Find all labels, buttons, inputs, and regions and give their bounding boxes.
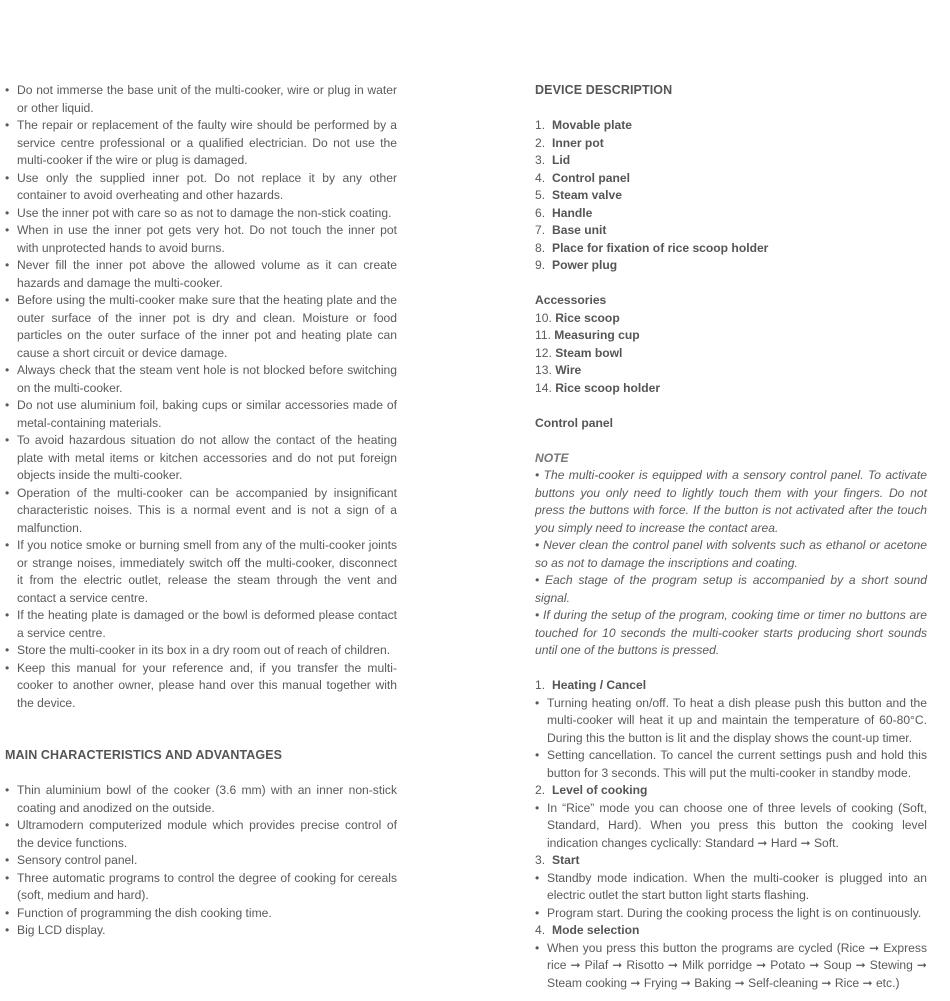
safety-item: • Never fill the inner pot above the allowed volume as it can create hazards and damage the multi-cooker.	[5, 257, 397, 292]
part-number: 2.	[535, 135, 546, 150]
accessory-number: 11.	[535, 328, 551, 342]
characteristic-item: • Thin aluminium bowl of the cooker (3.6 mm) with an inner non-stick coating and anodized on the outside.	[5, 782, 397, 817]
control-name: Level of cooking	[552, 783, 648, 797]
spacer	[535, 397, 927, 415]
part-item	[535, 135, 927, 153]
control-bullet: • Program start. During the cooking process the light is on continuously.	[535, 905, 927, 923]
accessory-item	[535, 345, 927, 363]
safety-item: • Do not immerse the base unit of the multi-cooker, wire or plug in water or other liquid.	[5, 82, 397, 117]
parts-list	[535, 117, 927, 275]
control-bullets	[535, 800, 927, 853]
part-number: 7.	[535, 223, 546, 237]
safety-item: • Do not use aluminium foil, baking cups or similar accessories made of metal-containing materials.	[5, 397, 397, 432]
safety-item: • Operation of the multi-cooker can be accompanied by insignificant characteristic noises. This is a normal event and is not a sign of a malfunction.	[5, 485, 397, 538]
accessory-name: Steam bowl	[555, 345, 623, 360]
control-bullet: • When you press this button the programs are cycled (Rice ➞ Express rice ➞ Pilaf ➞ Risotto ➞ Milk porridge ➞ Potato ➞ Soup ➞ Stewing ➞ Steam cooking ➞ Frying ➞ Baking ➞ Self-cleaning ➞ Rice ➞ etc.)	[535, 940, 927, 993]
spacer	[535, 660, 927, 678]
control-name: Start	[552, 853, 580, 867]
accessories-list	[535, 310, 927, 398]
note-paragraph: • If during the setup of the program, cooking time or timer no buttons are touched for 10 seconds the multi-cooker starts producing short sounds until one of the buttons is pressed.	[535, 608, 927, 657]
device-description-heading: DEVICE DESCRIPTION	[535, 83, 673, 97]
part-name: Place for fixation of rice scoop holder	[552, 240, 769, 255]
characteristic-item: • Ultramodern computerized module which provides precise control of the device functions.	[5, 817, 397, 852]
characteristics-heading: MAIN CHARACTERISTICS AND ADVANTAGES	[5, 748, 283, 762]
note-paragraph: • The multi-cooker is equipped with a sensory control panel. To activate buttons you only need to lightly touch them with your fingers. Do not press the buttons with force. If the button is not activated after the touch you simply need to increase the contact area.	[535, 468, 927, 535]
control-bullet: • Setting cancellation. To cancel the current settings push and hold this button for 3 seconds. This will put the multi-cooker in standby mode.	[535, 747, 927, 782]
accessories-heading: Accessories	[535, 293, 607, 307]
accessory-number: 10.	[535, 310, 552, 325]
control-number: 3.	[535, 853, 546, 867]
part-item	[535, 222, 927, 240]
part-name: Power plug	[552, 258, 618, 272]
part-item	[535, 187, 927, 205]
control-panel-heading: Control panel	[535, 415, 613, 430]
spacer	[535, 100, 927, 118]
control-item	[535, 677, 927, 695]
safety-item: • Store the multi-cooker in its box in a dry room out of reach of children.	[5, 642, 397, 660]
control-name: Mode selection	[552, 923, 640, 937]
accessory-name: Rice scoop holder	[555, 380, 661, 395]
part-name: Lid	[552, 153, 571, 167]
part-name: Movable plate	[552, 118, 632, 132]
accessory-number: 12.	[535, 345, 552, 360]
characteristics-list	[5, 782, 397, 940]
control-name: Heating / Cancel	[552, 678, 647, 692]
spacer	[5, 712, 397, 747]
part-item	[535, 205, 927, 223]
safety-item: • If you notice smoke or burning smell from any of the multi-cooker joints or strange noises, immediately switch off the multi-cooker, disconnect it from the electric outlet, release the steam through the vent and contact a service centre.	[5, 537, 397, 607]
control-number: 1.	[535, 678, 546, 692]
note-paragraph: • Never clean the control panel with solvents such as ethanol or acetone so as not to damage the inscriptions and coating.	[535, 538, 927, 570]
safety-item: • When in use the inner pot gets very hot. Do not touch the inner pot with unprotected hands to avoid burns.	[5, 222, 397, 257]
note-block	[535, 450, 927, 660]
control-number: 4.	[535, 923, 546, 937]
part-number: 5.	[535, 188, 546, 202]
safety-item: • If the heating plate is damaged or the bowl is deformed please contact a service centre.	[5, 607, 397, 642]
part-number: 6.	[535, 205, 546, 220]
characteristic-item: • Big LCD display.	[5, 922, 397, 940]
accessory-name: Wire	[555, 363, 582, 377]
accessory-number: 14.	[535, 380, 552, 395]
right-column	[535, 82, 927, 992]
control-item	[535, 852, 927, 870]
safety-item: • Use the inner pot with care so as not to damage the non-stick coating.	[5, 205, 397, 223]
note-paragraph: • Each stage of the program setup is accompanied by a short sound signal.	[535, 573, 927, 605]
accessory-item	[535, 310, 927, 328]
safety-list	[5, 82, 397, 712]
spacer	[5, 765, 397, 783]
accessory-item	[535, 362, 927, 380]
accessory-item	[535, 380, 927, 398]
part-number: 1.	[535, 118, 546, 132]
control-bullets	[535, 870, 927, 923]
part-item	[535, 152, 927, 170]
part-item	[535, 240, 927, 258]
controls-list	[535, 677, 927, 992]
control-bullet: • Standby mode indication. When the multi-cooker is plugged into an electric outlet the start button light starts flashing.	[535, 870, 927, 905]
note-heading: NOTE	[535, 450, 569, 465]
part-number: 8.	[535, 240, 546, 255]
accessory-name: Measuring cup	[554, 328, 640, 342]
left-column	[5, 82, 397, 940]
part-item	[535, 170, 927, 188]
control-bullet: • Turning heating on/off. To heat a dish please push this button and the multi-cooker will heat it up and maintain the temperature of 60-80°C. During this the button is lit and the display shows the count-up timer.	[535, 695, 927, 748]
safety-item: • Before using the multi-cooker make sure that the heating plate and the outer surface of the inner pot is dry and clean. Moisture or food particles on the outer surface of the inner pot and heating plate can cause a short circuit or device damage.	[5, 292, 397, 362]
safety-item: • To avoid hazardous situation do not allow the contact of the heating plate with metal items or kitchen accessories and do not put foreign objects inside the multi-cooker.	[5, 432, 397, 485]
spacer	[535, 432, 927, 450]
control-bullets	[535, 695, 927, 783]
safety-item: • Always check that the steam vent hole is not blocked before switching on the multi-cooker.	[5, 362, 397, 397]
safety-item: • Use only the supplied inner pot. Do not replace it by any other container to avoid overheating and other hazards.	[5, 170, 397, 205]
part-name: Inner pot	[552, 135, 604, 150]
part-name: Handle	[552, 205, 593, 220]
spacer	[535, 275, 927, 293]
part-number: 3.	[535, 153, 546, 167]
characteristic-item: • Function of programming the dish cooking time.	[5, 905, 397, 923]
control-item	[535, 922, 927, 940]
accessory-name: Rice scoop	[555, 310, 620, 325]
characteristic-item: • Three automatic programs to control the degree of cooking for cereals (soft, medium and hard).	[5, 870, 397, 905]
part-number: 4.	[535, 170, 546, 185]
control-bullets	[535, 940, 927, 993]
control-bullet: • In “Rice” mode you can choose one of three levels of cooking (Soft, Standard, Hard). When you press this button the cooking level indication changes cyclically: Standard ➞ Hard ➞ Soft.	[535, 800, 927, 853]
part-item	[535, 257, 927, 275]
part-item	[535, 117, 927, 135]
part-name: Control panel	[552, 170, 630, 185]
safety-item: • Keep this manual for your reference and, if you transfer the multi-cooker to another owner, please hand over this manual together with the device.	[5, 660, 397, 713]
part-number: 9.	[535, 258, 546, 272]
accessory-item	[535, 327, 927, 345]
safety-item: • The repair or replacement of the faulty wire should be performed by a service centre professional or a qualified electrician. Do not use the multi-cooker if the wire or plug is damaged.	[5, 117, 397, 170]
part-name: Steam valve	[552, 188, 622, 202]
part-name: Base unit	[552, 223, 607, 237]
accessory-number: 13.	[535, 363, 552, 377]
characteristic-item: • Sensory control panel.	[5, 852, 397, 870]
control-item	[535, 782, 927, 800]
control-number: 2.	[535, 783, 546, 797]
